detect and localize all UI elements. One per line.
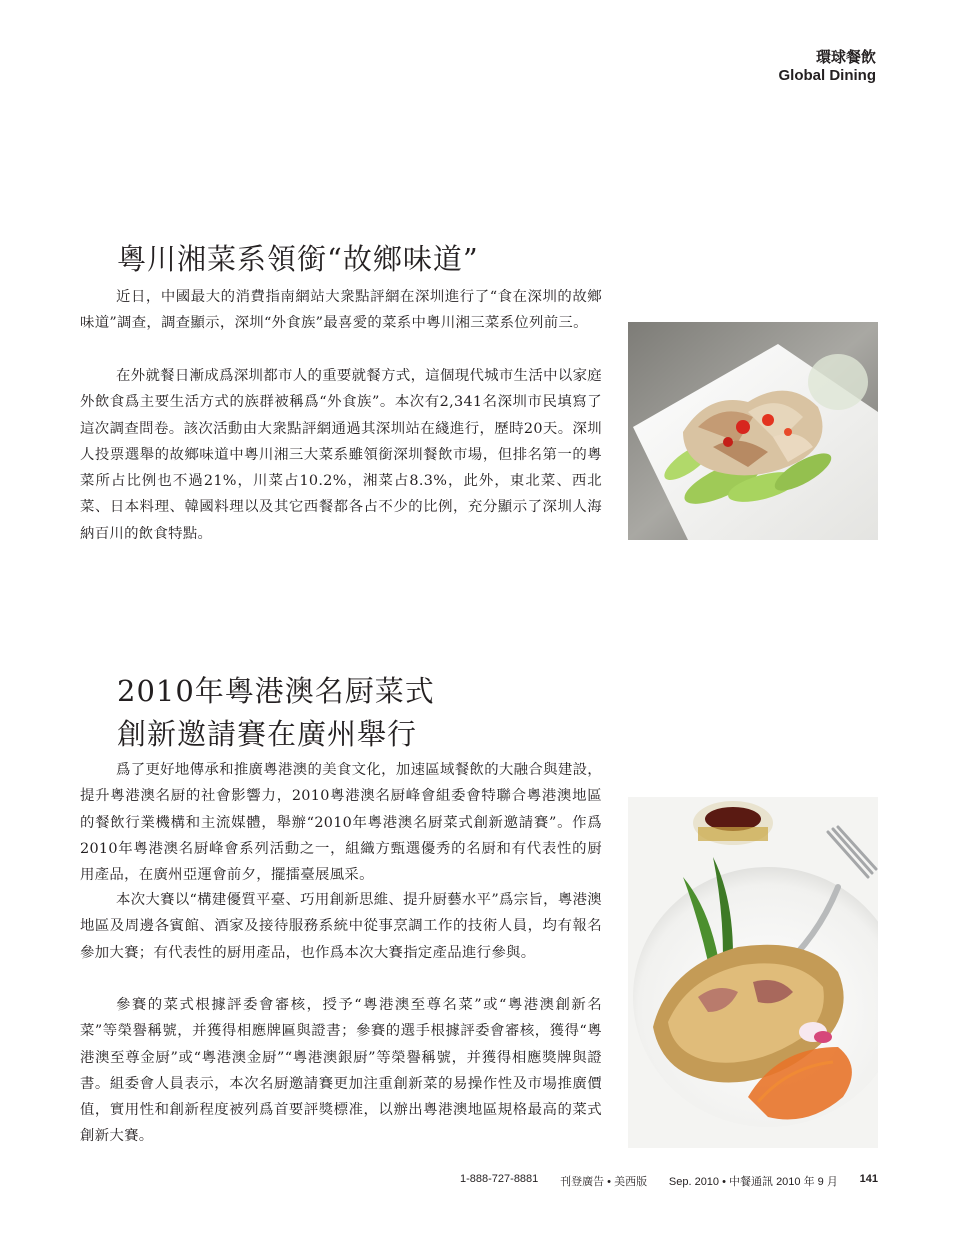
article2-paragraph-1: 爲了更好地傳承和推廣粵港澳的美食文化，加速區域餐飲的大融合與建設，提升粵港澳名厨的社會影響力，2010粵港澳名厨峰會組委會特聯合粵港澳地區的餐飲行業機構和主流媒體，舉辦“2010年粵港澳名厨菜式創新邀請賽”。作爲2010年粵港澳名厨峰會系列活動之一，組織方甄選優秀的名厨和有代表性的厨用產品，在廣州亞運會前夕，擺擂臺展風采。 <box>80 762 602 884</box>
page-number: 141 <box>859 1173 878 1185</box>
footer-issue: Sep. 2010 • 中餐通訊 2010 年 9 月 <box>668 1176 838 1188</box>
footer-ad-text: 刊登廣告 • 美西版 <box>560 1176 648 1188</box>
article2-title-line-1: 2010年粵港澳名厨菜式 <box>117 674 435 708</box>
article1-paragraph-1: 近日，中國最大的消費指南網站大衆點評網在深圳進行了“食在深圳的故鄉味道”調查，調查顯示，深圳“外食族”最喜愛的菜系中粵川湘三菜系位列前三。 <box>80 289 602 332</box>
article1-title: 粵川湘菜系領銜“故鄉味道” <box>117 242 479 276</box>
dish-photo-stirfry <box>628 322 878 540</box>
dish-photo-fish <box>628 797 878 1148</box>
article2-paragraph-3: 參賽的菜式根據評委會審核，授予“粵港澳至尊名菜”或“粵港澳創新名菜”等榮譽稱號，并獲得相應牌匾與證書；參賽的選手根據評委會審核，獲得“粵港澳至尊金厨”或“粵港澳金厨”“粵港澳銀厨”等榮譽稱號，并獲得相應獎牌與證書。組委會人員表示，本次名厨邀請賽更加注重創新菜的易操作性及市場推廣價值，實用性和創新程度被列爲首要評獎標准，以辦出粵港澳地區規格最高的菜式創新大賽。 <box>80 997 602 1145</box>
article1-paragraph-2: 在外就餐日漸成爲深圳都市人的重要就餐方式，這個現代城市生活中以家庭外飲食爲主要生活方式的族群被稱爲“外食族”。本次有2,341名深圳市民填寫了這次調查問卷。該次活動由大衆點評網通過其深圳站在綫進行，歷時20天。深圳人投票選舉的故鄉味道中粵川湘三大菜系雖領銜深圳餐飲市場，但排名第一的粵菜所占比例也不過21%，川菜占10.2%，湘菜占8.3%，此外，東北菜、西北菜、日本料理、韓國料理以及其它西餐都各占不少的比例，充分顯示了深圳人海納百川的飲食特點。 <box>80 368 602 542</box>
article2-paragraph-2: 本次大賽以“構建優質平臺、巧用創新思維、提升厨藝水平”爲宗旨，粵港澳地區及周邊各賓館、酒家及接待服務系統中從事烹調工作的技術人員，均有報名參加大賽；有代表性的厨用產品，也作爲本次大賽指定產品進行參與。 <box>80 892 602 961</box>
article2-title-line-2: 創新邀請賽在廣州舉行 <box>117 717 418 751</box>
section-title-en: Global Dining <box>778 67 876 84</box>
footer-phone: 1-888-727-8881 <box>460 1173 539 1185</box>
section-title-zh: 環球餐飲 <box>815 48 876 66</box>
page-footer <box>460 1173 878 1189</box>
section-header <box>779 48 877 86</box>
